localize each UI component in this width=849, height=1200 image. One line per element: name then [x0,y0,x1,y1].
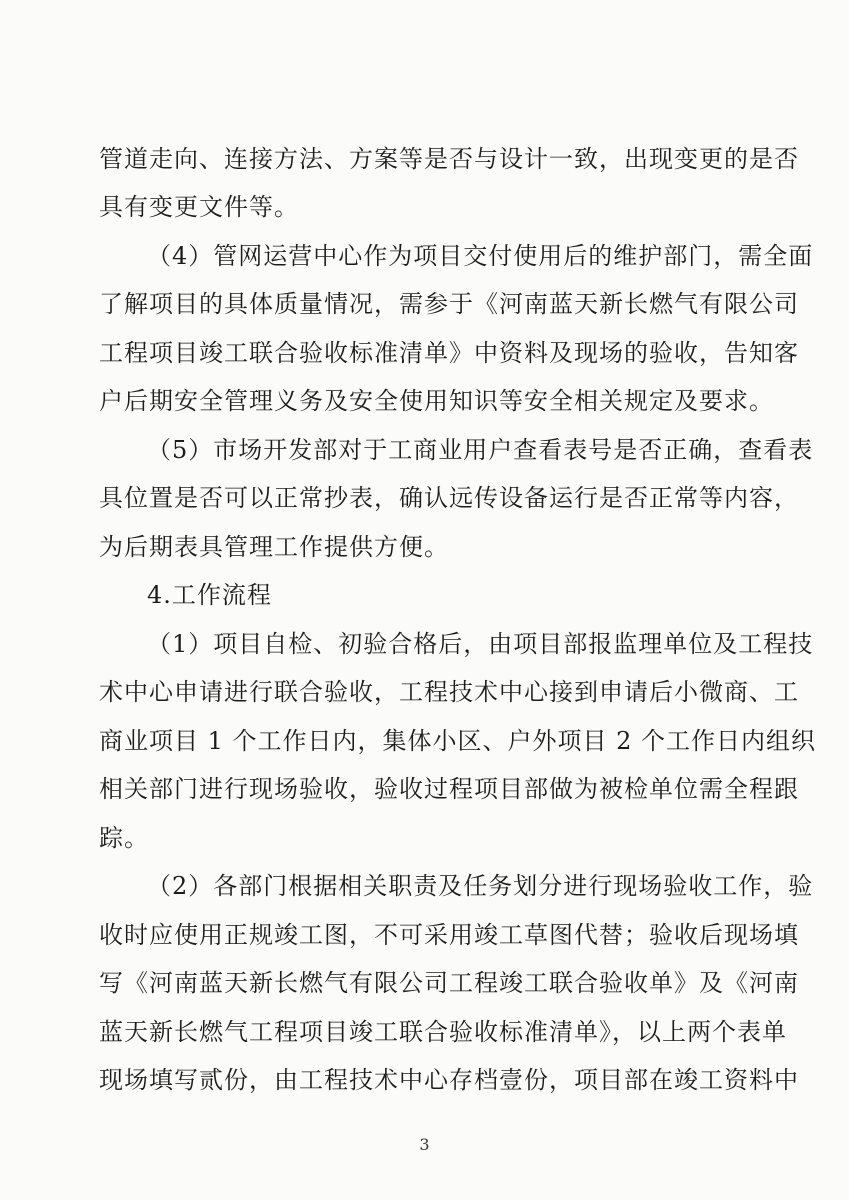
text-line: 相关部门进行现场验收，验收过程项目部做为被检单位需全程跟 [99,775,799,803]
text-line: 了解项目的具体质量情况，需参于《河南蓝天新长燃气有限公司 [99,290,799,318]
text-line: （5）市场开发部对于工商业用户查看表号是否正确，查看表 [147,436,814,464]
text-line: （2）各部门根据相关职责及任务划分进行现场验收工作，验 [147,872,814,900]
text-line: 管道走向、连接方法、方案等是否与设计一致，出现变更的是否 [99,145,799,173]
text-line: 收时应使用正规竣工图，不可采用竣工草图代替；验收后现场填 [99,921,799,949]
text-line: 工程项目竣工联合验收标准清单》中资料及现场的验收，告知客 [99,339,799,367]
text-line: 具有变更文件等。 [99,193,299,221]
text-line: （1）项目自检、初验合格后，由项目部报监理单位及工程技 [147,630,814,658]
text-line: 蓝天新长燃气工程项目竣工联合验收标准清单》，以上两个表单 [99,1018,787,1046]
text-line: 术中心申请进行联合验收，工程技术中心接到申请后小微商、工 [99,678,799,706]
section-heading: 4.工作流程 [147,581,272,609]
page-number: 3 [419,1135,430,1154]
text-line: （4）管网运营中心作为项目交付使用后的维护部门，需全面 [147,242,814,270]
text-line: 写《河南蓝天新长燃气有限公司工程竣工联合验收单》及《河南 [99,969,799,997]
text-line: 为后期表具管理工作提供方便。 [99,533,449,561]
text-line: 具位置是否可以正常抄表，确认远传设备运行是否正常等内容， [99,484,799,512]
text-line: 踪。 [99,824,149,852]
text-line: 户后期安全管理义务及安全使用知识等安全相关规定及要求。 [99,387,774,415]
text-line: 商业项目 1 个工作日内，集体小区、户外项目 2 个工作日内组织 [99,727,817,755]
text-line: 现场填写贰份，由工程技术中心存档壹份，项目部在竣工资料中 [99,1066,799,1094]
